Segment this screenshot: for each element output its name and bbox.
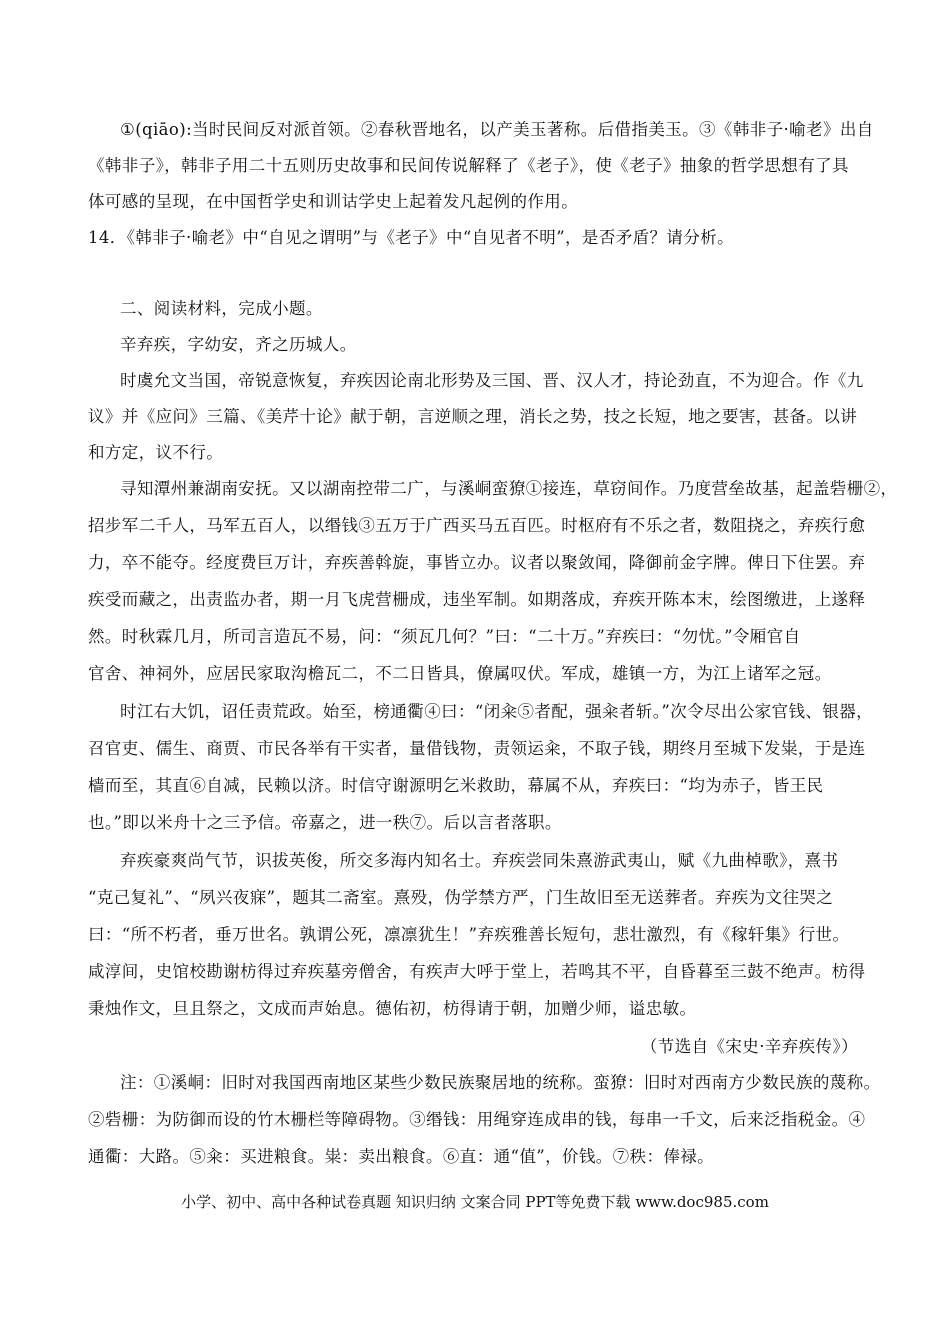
- passage-line: 弃疾豪爽尚气节，识拔英俊，所交多海内知名士。弃疾尝同朱熹游武夷山，赋《九曲棹歌》，熹书: [120, 851, 839, 870]
- question-14: 14．《韩非子·喻老》中“自见之谓明”与《老子》中“自见者不明”，是否矛盾？请分析。: [88, 228, 735, 247]
- section-heading: 二、阅读材料，完成小题。: [120, 299, 323, 318]
- passage-line: 时虞允文当国，帝锐意恢复，弃疾因论南北形势及三国、晋、汉人才，持论劲直，不为迎合。作《九: [120, 371, 864, 390]
- annotation-line-1: 注：①溪峒：旧时对我国西南地区某些少数民族聚居地的统称。蛮獠：旧时对西南方少数民族的蔑称。: [120, 1073, 881, 1092]
- passage-line: 和方定，议不行。: [88, 443, 224, 462]
- page-footer: 小学、初中、高中各种试卷真题 知识归纳 文案合同 PPT等免费下载 www.doc985.com: [181, 1193, 769, 1211]
- annotation-line-2: ②砦栅：为防御而设的竹木栅栏等障碍物。③缗钱：用绳穿连成串的钱，每串一千文，后来泛指税金。④: [88, 1110, 866, 1129]
- passage-line: 时江右大饥，诏任责荒政。始至，榜通衢④曰：“闭籴⑤者配，强籴者斩。”次令尽出公家官钱、银器，: [120, 702, 874, 721]
- passage-line: 招步军二千人，马军五百人，以缗钱③五万于广西买马五百匹。时枢府有不乐之者，数阻挠之，弃疾行愈: [88, 516, 866, 535]
- passage-line: 曰：“所不朽者，垂万世名。孰谓公死，凛凛犹生！”弃疾雅善长短句，悲壮激烈，有《稼轩集》行世。: [88, 925, 850, 944]
- passage-line: 力，卒不能夺。经度费巨万计，弃疾善斡旋，事皆立办。议者以聚敛闻，降御前金字牌。俾日下住罢。弃: [88, 553, 866, 572]
- note-line-1: ①(qiāo):当时民间反对派首领。②春秋晋地名，以产美玉著称。后借指美玉。③《韩非子·喻老》出自: [120, 120, 874, 139]
- passage-line: 然。时秋霖几月，所司言造瓦不易，问：“须瓦几何？”曰：“二十万。”弃疾曰：“勿忧。”令厢官自: [88, 627, 801, 646]
- passage-line: 秉烛作文，旦且祭之，文成而声始息。德佑初，枋得请于朝，加赠少师，谥忠敏。: [88, 999, 697, 1018]
- note-line-2: 《韩非子》，韩非子用二十五则历史故事和民间传说解释了《老子》，使《老子》抽象的哲学思想有了具: [88, 156, 849, 175]
- source-citation: （节选自《宋史·辛弃疾传》）: [640, 1037, 858, 1056]
- passage-line: 疾受而藏之，出责监办者，期一月飞虎营栅成，违坐军制。如期落成，弃疾开陈本末，绘图缴进，上遂释: [88, 590, 866, 609]
- passage-line: 议》并《应问》三篇、《美芹十论》献于朝，言逆顺之理，消长之势，技之长短，地之要害，甚备。以讲: [88, 407, 858, 426]
- passage-line: 咸淳间，史馆校勘谢枋得过弃疾墓旁僧舍，有疾声大呼于堂上，若鸣其不平，自昏暮至三鼓不绝声。枋得: [88, 962, 866, 981]
- annotation-line-3: 通衢：大路。⑤籴：买进粮食。粜：卖出粮食。⑥直：通“值”，价钱。⑦秩：俸禄。: [88, 1147, 715, 1166]
- passage-line: 辛弃疾，字幼安，齐之历城人。: [120, 335, 357, 354]
- passage-line: 官舍、神祠外，应居民家取沟檐瓦二，不二日皆具，僚属叹伏。军成，雄镇一方，为江上诸军之冠。: [88, 664, 832, 683]
- passage-line: 召官吏、儒生、商贾、市民各举有干实者，量借钱物，责领运籴，不取子钱，期终月至城下发粜，于是连: [88, 739, 866, 758]
- passage-line: “克己复礼”、“夙兴夜寐”，题其二斋室。熹殁，伪学禁方严，门生故旧至无送葬者。弃疾为文往哭之: [88, 888, 834, 907]
- passage-line: 樯而至，其直⑥自减，民赖以济。时信守谢源明乞米救助，幕属不从，弃疾曰：“均为赤子，皆王民: [88, 776, 824, 795]
- passage-line: 也。”即以米舟十之三予信。帝嘉之，进一秩⑦。后以言者落职。: [88, 813, 562, 832]
- note-line-3: 体可感的呈现，在中国哲学史和训诂学史上起着发凡起例的作用。: [88, 192, 579, 211]
- passage-line: 寻知潭州兼湖南安抚。又以湖南控带二广，与溪峒蛮獠①接连，草窃间作。乃度营垒故基，起盖砦栅②，: [120, 479, 898, 498]
